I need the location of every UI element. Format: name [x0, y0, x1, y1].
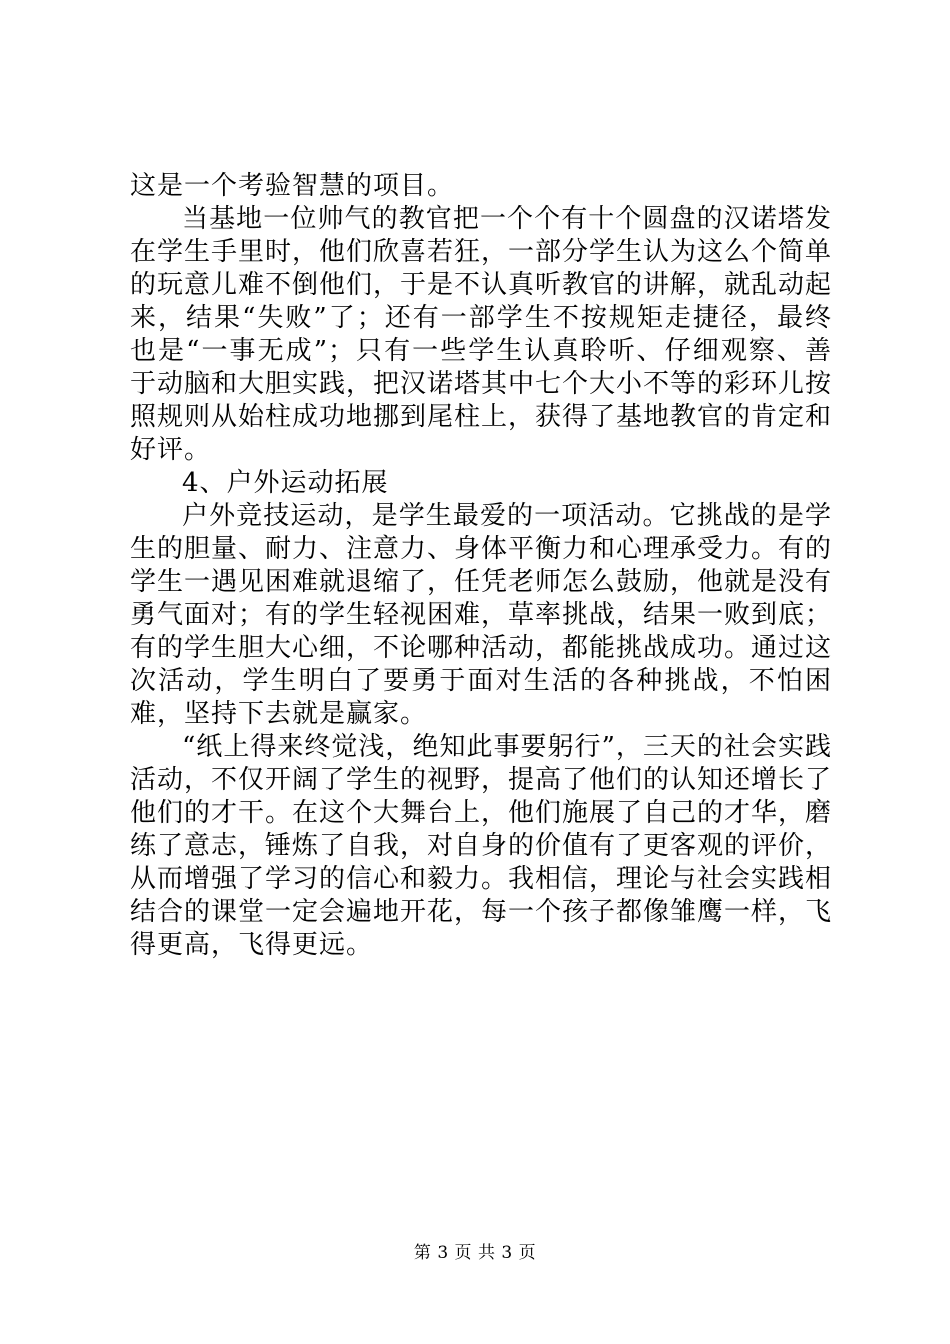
paragraph-intro-end: 这是一个考验智慧的项目。: [130, 171, 455, 201]
section-heading-outdoor: 4、户外运动拓展: [182, 468, 389, 498]
paragraph-conclusion: “纸上得来终觉浅，绝知此事要躬行”，三天的社会实践活动，不仅开阔了学生的视野，提高了他们的认知还增长了他们的才干。在这个大舞台上，他们施展了自己的才华，磨练了意志，锤炼了自我，对自身的价值有了更客观的评价，从而增强了学习的信心和毅力。我相信，理论与社会实践相结合的课堂一定会遍地开花，每一个孩子都像雏鹰一样，飞得更高，飞得更远。: [130, 732, 833, 960]
paragraph-hanoi-tower: 当基地一位帅气的教官把一个个有十个圆盘的汉诺塔发在学生手里时，他们欣喜若狂，一部分学生认为这么个简单的玩意儿难不倒他们，于是不认真听教官的讲解，就乱动起来，结果“失败”了；还有一部学生不按规矩走捷径，最终也是“一事无成”；只有一些学生认真聆听、仔细观察、善于动脑和大胆实践，把汉诺塔其中七个大小不等的彩环儿按照规则从始柱成功地挪到尾柱上，获得了基地教官的肯定和好评。: [130, 204, 833, 465]
document-body: [130, 170, 832, 962]
paragraph-outdoor-sports: 户外竞技运动，是学生最爱的一项活动。它挑战的是学生的胆量、耐力、注意力、身体平衡力和心理承受力。有的学生一遇见困难就退缩了，任凭老师怎么鼓励，他就是没有勇气面对；有的学生轻视困难，草率挑战，结果一败到底；有的学生胆大心细，不论哪种活动，都能挑战成功。通过这次活动，学生明白了要勇于面对生活的各种挑战，不怕困难，坚持下去就是赢家。: [130, 501, 833, 729]
page-number-footer: 第 3 页 共 3 页: [413, 1243, 537, 1263]
